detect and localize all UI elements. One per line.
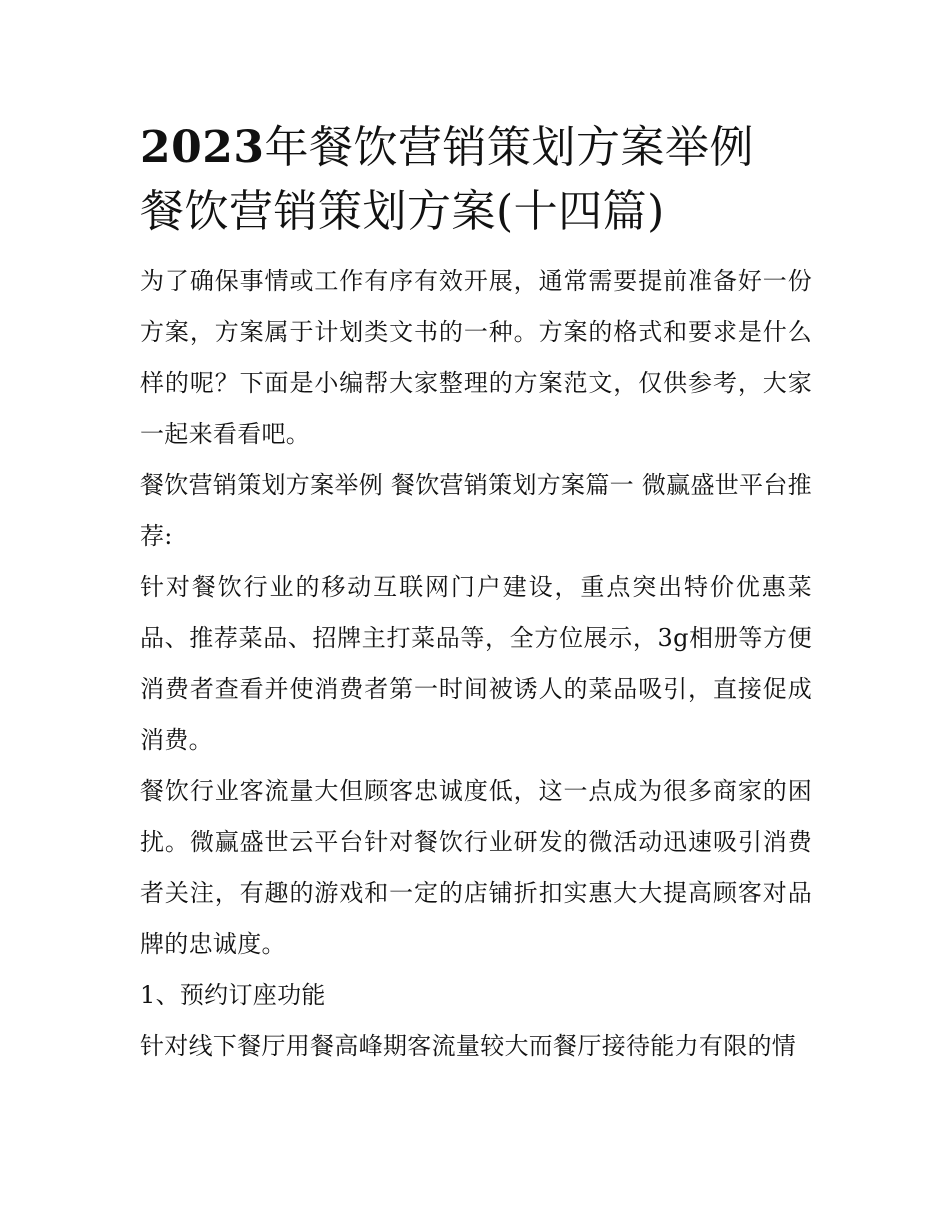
- intro-paragraph: 为了确保事情或工作有序有效开展，通常需要提前准备好一份方案，方案属于计划类文书的一种。方案的格式和要求是什么样的呢？下面是小编帮大家整理的方案范文，仅供参考，大家一起来看看吧。: [140, 267, 812, 448]
- reservation-feature-paragraph: 针对线下餐厅用餐高峰期客流量较大而餐厅接待能力有限的情: [140, 1032, 797, 1060]
- title-line-2: 餐饮营销策划方案(十四篇): [140, 186, 665, 237]
- mobile-portal-paragraph: 针对餐饮行业的移动互联网门户建设，重点突出特价优惠菜品、推荐菜品、招牌主打菜品等，全方位展示，3g相册等方便消费者查看并使消费者第一时间被诱人的菜品吸引，直接促成消费。: [140, 573, 812, 754]
- section-heading-paragraph: 餐饮营销策划方案举例 餐饮营销策划方案篇一 微赢盛世平台推荐:: [140, 471, 812, 550]
- reservation-feature-heading: 1、预约订座功能: [140, 981, 326, 1009]
- title-line-1-text: 年餐饮营销策划方案举例: [264, 122, 754, 173]
- title-year: 2023: [140, 122, 265, 173]
- document-content: [140, 116, 812, 1072]
- customer-loyalty-paragraph: 餐饮行业客流量大但顾客忠诚度低，这一点成为很多商家的困扰。微赢盛世云平台针对餐饮行业研发的微活动迅速吸引消费者关注，有趣的游戏和一定的店铺折扣实惠大大提高顾客对品牌的忠诚度。: [140, 777, 812, 958]
- document-body: [140, 256, 812, 1072]
- title-line-1: [140, 116, 812, 180]
- document-title: [140, 116, 812, 244]
